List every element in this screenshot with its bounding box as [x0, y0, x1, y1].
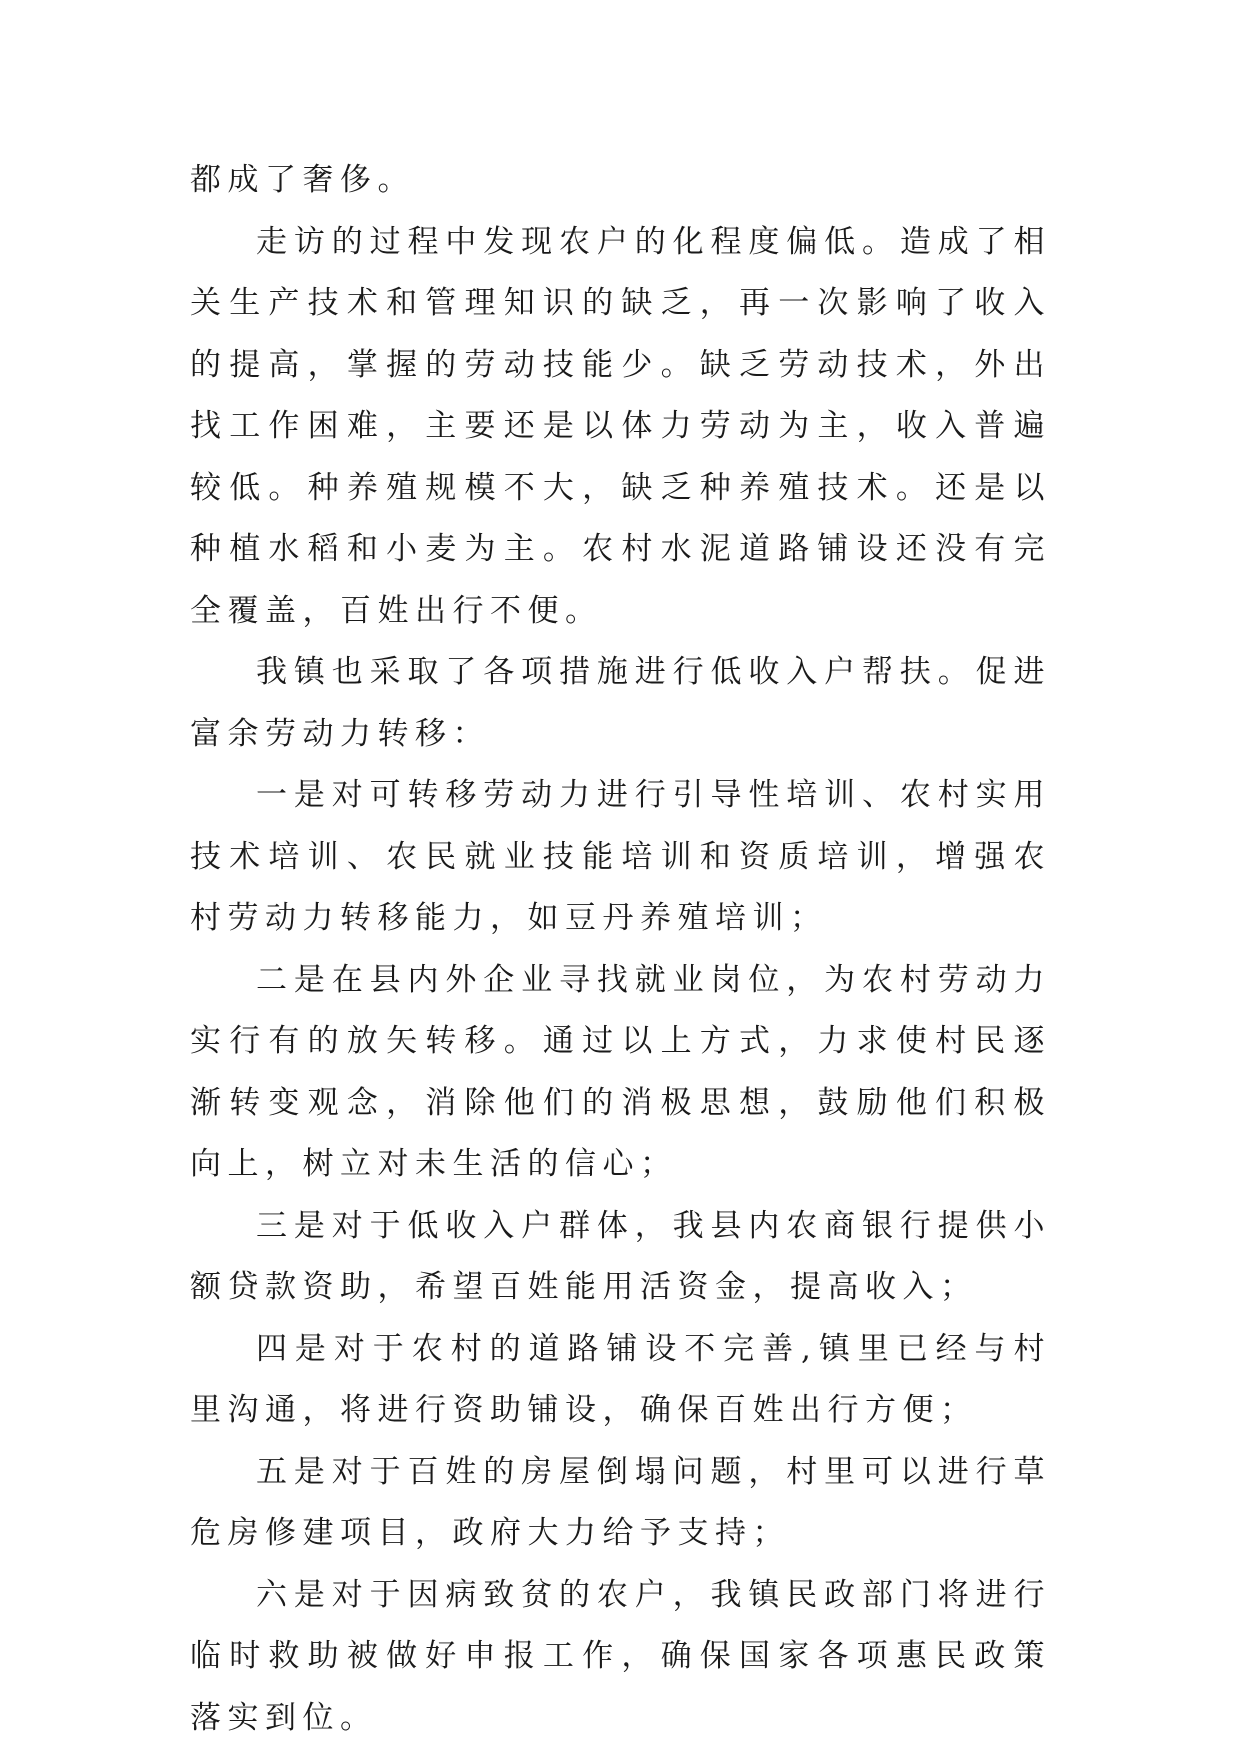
paragraph-measure-six: 六是对于因病致贫的农户，我镇民政部门将进行临时救助被做好申报工作，确保国家各项惠民政策落实到位。	[190, 1576, 1051, 1736]
paragraph-measure-three: 三是对于低收入户群体，我县内农商银行提供小额贷款资助，希望百姓能用活资金，提高收入；	[190, 1207, 1051, 1305]
paragraph-measures-intro: 我镇也采取了各项措施进行低收入户帮扶。促进富余劳动力转移：	[190, 654, 1051, 752]
paragraph-continuation: 都成了奢侈。	[190, 162, 415, 198]
paragraph-visit-findings: 走访的过程中发现农户的化程度偏低。造成了相关生产技术和管理知识的缺乏，再一次影响了收入的提高，掌握的劳动技能少。缺乏劳动技术，外出找工作困难，主要还是以体力劳动为主，收入普遍较低。种养殖规模不大，缺乏种养殖技术。还是以种植水稻和小麦为主。农村水泥道路铺设还没有完全覆盖，百姓出行不便。	[190, 223, 1051, 629]
paragraph-measure-one: 一是对可转移劳动力进行引导性培训、农村实用技术培训、农民就业技能培训和资质培训，增强农村劳动力转移能力，如豆丹养殖培训；	[190, 777, 1051, 936]
paragraph-measure-four: 四是对于农村的道路铺设不完善,镇里已经与村里沟通，将进行资助铺设，确保百姓出行方便；	[190, 1330, 1051, 1428]
document-body	[190, 150, 1051, 1749]
paragraph-measure-five: 五是对于百姓的房屋倒塌问题，村里可以进行草危房修建项目，政府大力给予支持；	[190, 1453, 1051, 1551]
paragraph-measure-two: 二是在县内外企业寻找就业岗位，为农村劳动力实行有的放矢转移。通过以上方式，力求使村民逐渐转变观念，消除他们的消极思想，鼓励他们积极向上，树立对未生活的信心；	[190, 961, 1051, 1182]
